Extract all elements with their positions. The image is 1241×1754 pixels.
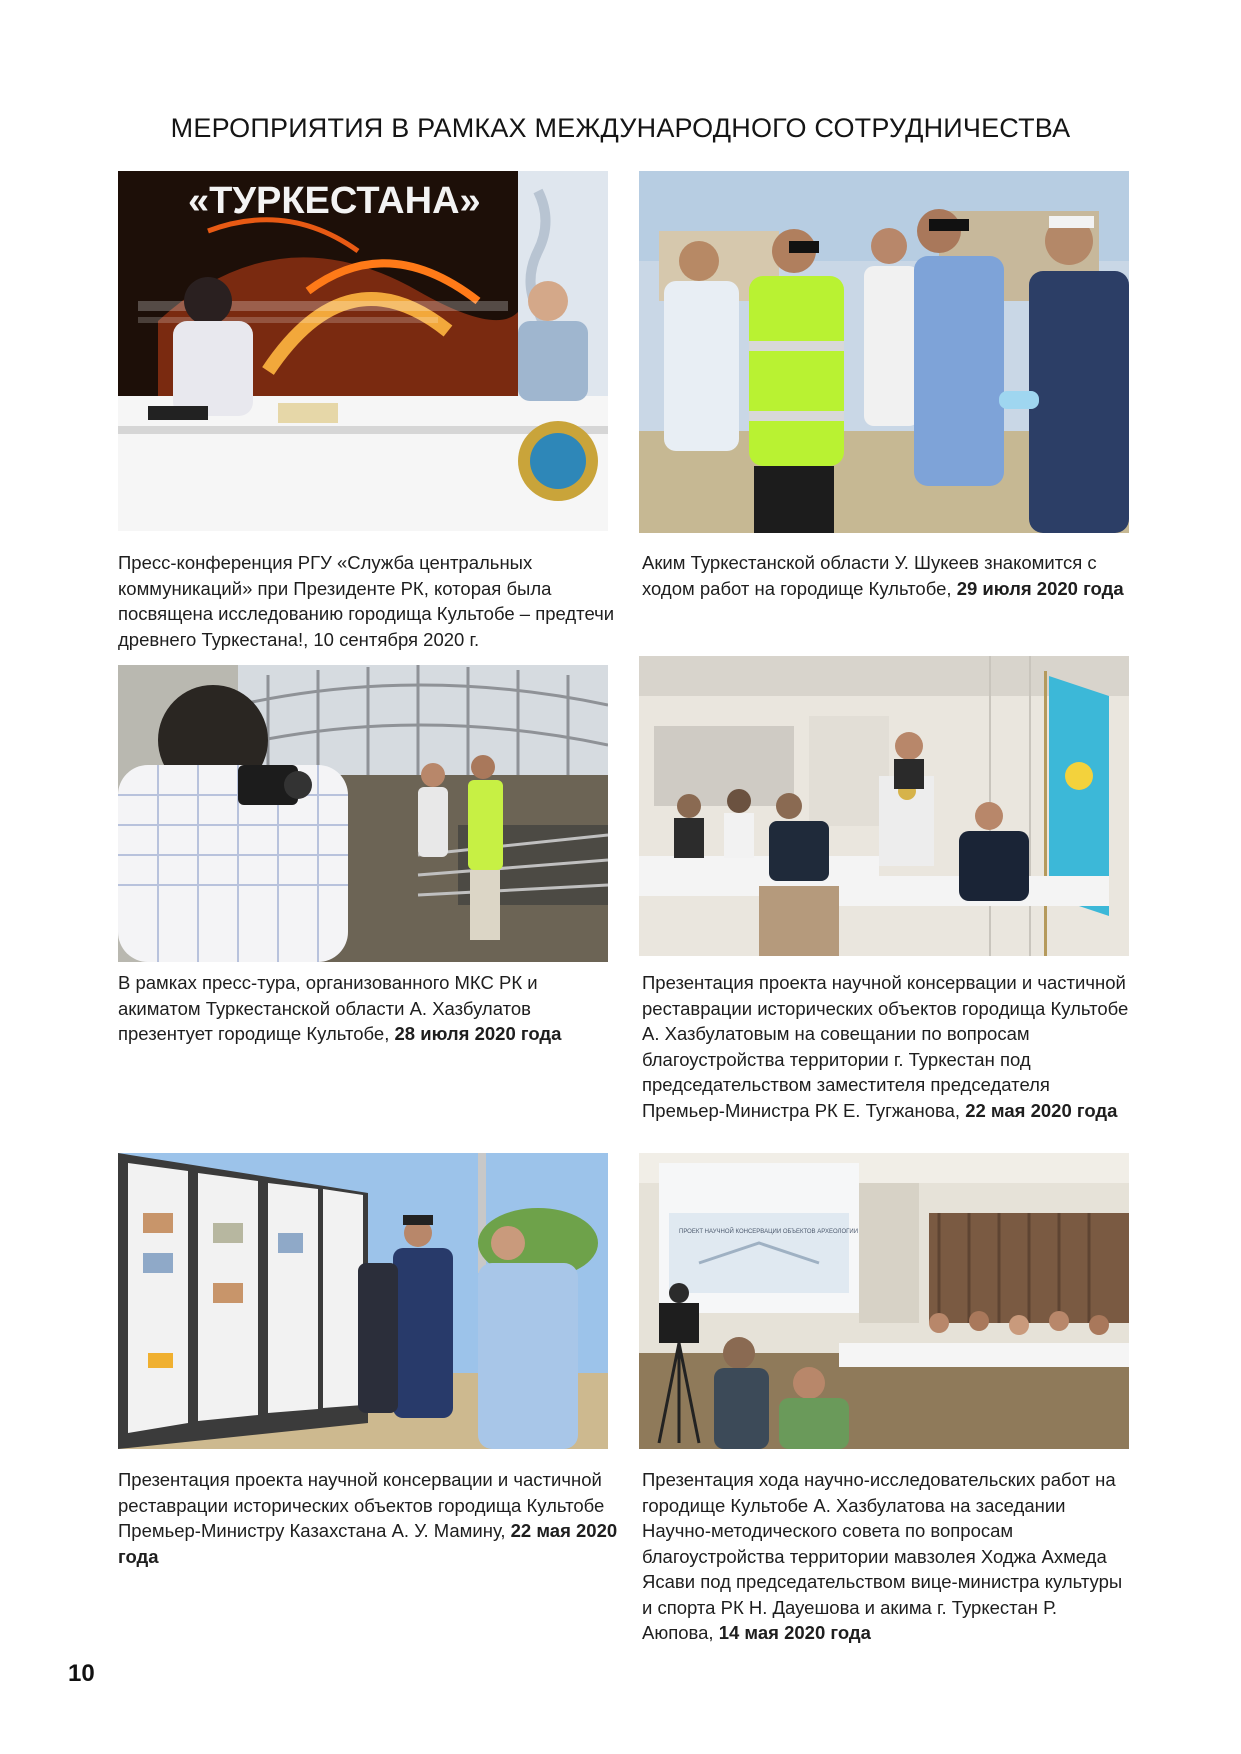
page-number: 10: [68, 1660, 95, 1687]
photo-press-conference: [118, 171, 608, 531]
svg-text:ПРОЕКТ НАУЧНОЙ КОНСЕРВАЦИИ ОБЪ: ПРОЕКТ НАУЧНОЙ КОНСЕРВАЦИИ ОБЪЕКТОВ АРХЕОЛОГИИ: [679, 1229, 859, 1235]
caption-4: Презентация проекта научной консервации и частичной реставрации исторических объектов городища Культобе А. Хазбулатовым на совещании по вопросам благоустройства территории г. Туркестан под председательством заместителя председателя Премьер-Министра РК Е. Тугжанова, 22 мая 2020 года: [642, 972, 1129, 1121]
caption-2: Аким Туркестанской области У. Шукеев знакомится с ходом работ на городище Культобе, 29 июля 2020 года: [642, 552, 1124, 599]
svg-text:«ТУРКЕСТАНА»: «ТУРКЕСТАНА»: [188, 180, 481, 222]
photo-council-meeting: [639, 1153, 1129, 1449]
photo-meeting-podium: [639, 656, 1129, 956]
photo-site-visit: [639, 171, 1129, 533]
caption-5: Презентация проекта научной консервации и частичной реставрации исторических объектов городища Культобе Премьер-Министру Казахстана А. У. Мамину, 22 мая 2020 года: [118, 1469, 618, 1567]
caption-6: Презентация хода научно-исследовательских работ на городище Культобе А. Хазбулатова на заседании Научно-методического совета по вопросам благоустройства территории мавзолея Ходжа Ахмеда Ясави под председательством вице-министра культуры и спорта РК Н. Дауешова и акима г. Туркестан Р. Аюпова, 14 мая 2020 года: [642, 1469, 1123, 1643]
page-title: МЕРОПРИЯТИЯ В РАМКАХ МЕЖДУНАРОДНОГО СОТРУДНИЧЕСТВА: [170, 113, 1071, 143]
caption-3: В рамках пресс-тура, организованного МКС РК и акиматом Туркестанской области А. Хазбулатов презентует городище Культобе, 28 июля 2020 года: [118, 972, 562, 1044]
photo-press-tour: [118, 665, 608, 962]
caption-1: Пресс-конференция РГУ «Служба центральных коммуникаций» при Президенте РК, которая была посвящена исследованию городища Культобе – предтечи древнего Туркестана!, 10 сентября 2020 г.: [118, 552, 615, 650]
photo-outdoor-stands: [118, 1153, 608, 1449]
